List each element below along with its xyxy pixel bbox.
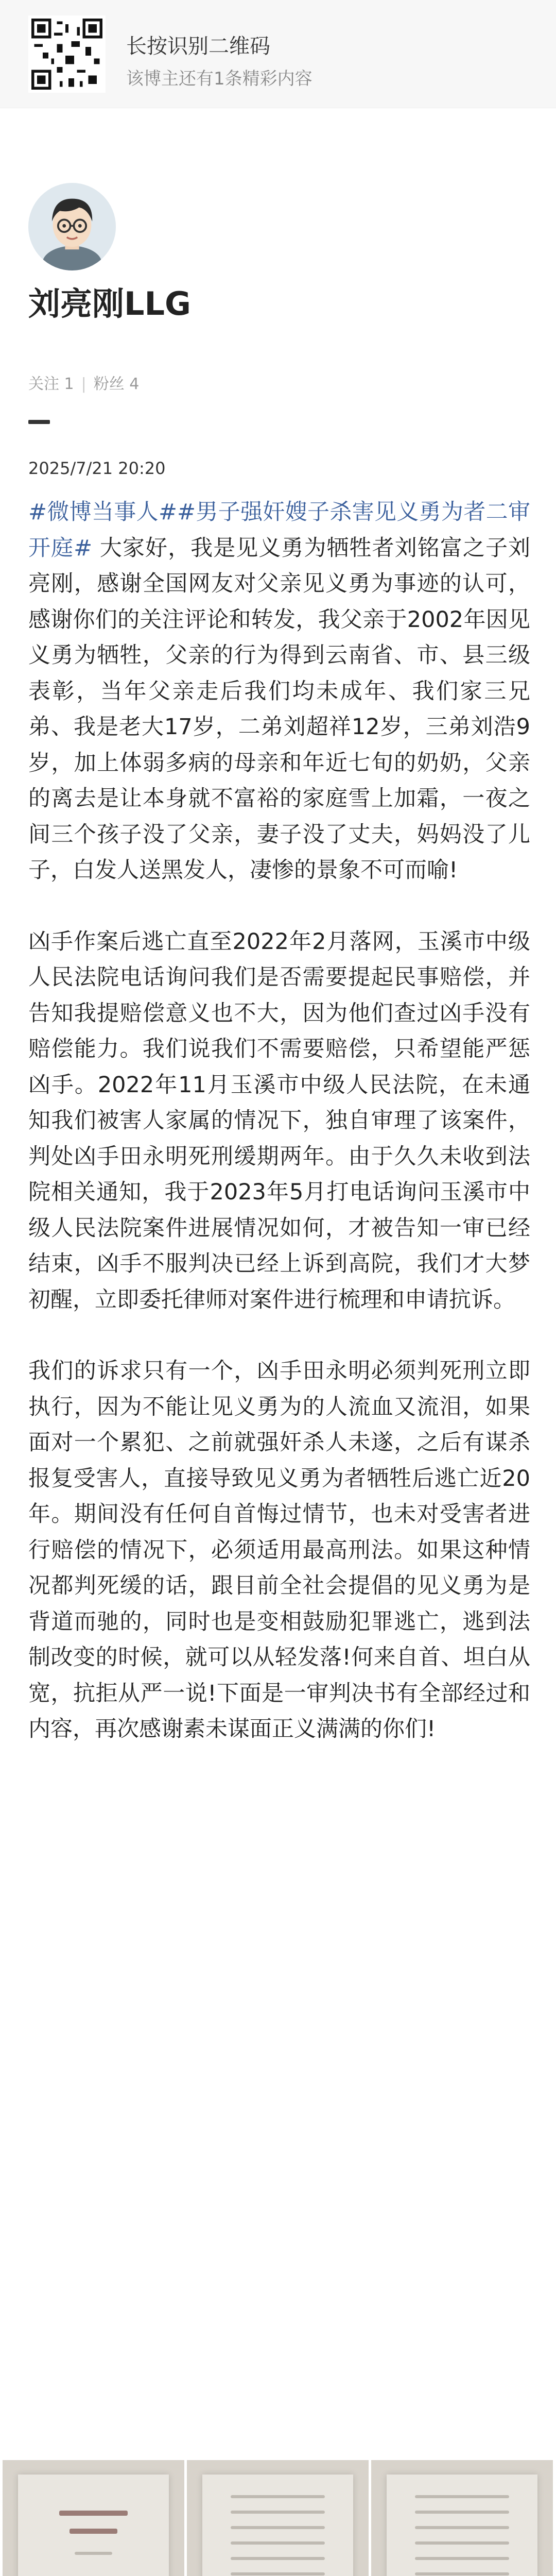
following-count[interactable]: 1 <box>64 375 74 393</box>
divider <box>28 420 50 424</box>
post-paragraph-3: 我们的诉求只有一个，凶手田永明必须判死刑立即执行，因为不能让见义勇为的人流血又流泪，如果面对一个累犯、之前就强奸杀人未遂，之后有谋杀报复受害人，直接导致见义勇为者牺牲后逃亡近20年。期间没有任何自首悔过情节，也未对受害者进行赔偿的情况下，必须适用最高刑法。如果这种情况都判死缓的话，跟目前全社会提倡的见义勇为是背道而驰的，同时也是变相鼓励犯罪逃亡，逃到法制改变的时候，就可以从轻发落!何来自首、坦白从宽，抗拒从严一说!下面是一审判决书有全部经过和内容，再次感谢素未谋面正义满满的你们! <box>28 1358 530 1742</box>
photo-grid <box>3 2460 553 2576</box>
profile-stats <box>28 371 139 394</box>
following-label[interactable]: 关注 <box>28 375 59 393</box>
stats-separator: | <box>81 375 86 393</box>
document-photo[interactable] <box>3 2460 184 2576</box>
top-banner <box>0 0 556 108</box>
followers-count[interactable]: 4 <box>129 375 140 393</box>
post-body <box>28 495 530 1783</box>
hashtag-link[interactable]: #微博当事人# <box>28 499 178 525</box>
top-banner-title: 长按识别二维码 <box>126 35 270 58</box>
post-paragraph-1 <box>28 495 530 889</box>
post-date: 2025/7/21 20:20 <box>28 459 166 478</box>
post-paragraph-2: 凶手作案后逃亡直至2022年2月落网，玉溪市中级人民法院电话询问我们是否需要提起民事赔偿，并告知我提赔偿意义也不大，因为他们查过凶手没有赔偿能力。我们说我们不需要赔偿，只希望能严惩凶手。2022年11月玉溪市中级人民法院，在未通知我们被害人家属的情况下，独自审理了该案件，判处凶手田永明死刑缓期两年。由于久久未收到法院相关通知，我于2023年5月打电话询问玉溪市中级人民法院案件进展情况如何，才被告知一审已经结束，凶手不服判决已经上诉到高院，我们才大梦初醒，立即委托律师对案件进行梳理和申请抗诉。 <box>28 928 530 1313</box>
avatar[interactable] <box>28 183 116 270</box>
document-photo[interactable] <box>187 2460 369 2576</box>
paragraph-text: 大家好，我是见义勇为牺牲者刘铭富之子刘亮刚，感谢全国网友对父亲见义勇为事迹的认可，感谢你们的关注评论和转发，我父亲于2002年因见义勇为牺牲，父亲的行为得到云南省、市、县三级表彰，当年父亲走后我们均未成年、我们家三兄弟、我是老大17岁，二弟刘超祥12岁，三弟刘浩9岁，加上体弱多病的母亲和年近七旬的奶奶，父亲的离去是让本身就不富裕的家庭雪上加霜，一夜之间三个孩子没了父亲，妻子没了丈夫，妈妈没了儿子，白发人送黑发人，凄惨的景象不可而喻! <box>28 535 531 883</box>
qr-code-icon[interactable] <box>28 15 106 93</box>
hashtag-link[interactable]: #男子强奸嫂子杀害见义勇为者二审开庭# <box>28 499 531 561</box>
username[interactable]: 刘亮刚LLG <box>28 285 191 323</box>
document-photo[interactable] <box>371 2460 553 2576</box>
top-banner-subtitle: 该博主还有1条精彩内容 <box>126 69 312 89</box>
followers-label[interactable]: 粉丝 <box>93 375 125 393</box>
